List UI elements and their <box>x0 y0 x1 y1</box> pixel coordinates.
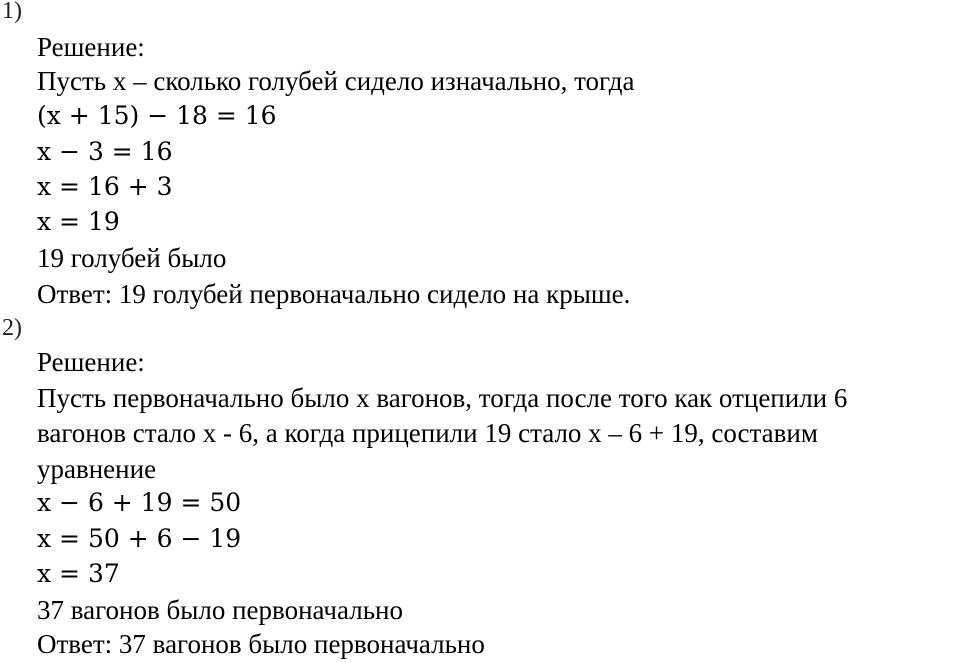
problem-2-answer: Ответ: 37 вагонов было первоначально <box>37 629 485 659</box>
problem-2-result: 37 вагонов было первоначально <box>37 595 403 625</box>
problem-1-equation-4: x = 19 <box>37 207 120 236</box>
problem-1-equation-3: x = 16 + 3 <box>37 172 173 201</box>
problem-2-equation-2: x = 50 + 6 − 19 <box>37 524 242 553</box>
problem-2-intro-line-3: уравнение <box>37 454 157 484</box>
problem-2-equation-3: x = 37 <box>37 559 120 588</box>
problem-1-intro: Пусть х – сколько голубей сидело изначально, тогда <box>37 66 635 96</box>
problem-1-heading: Решение: <box>37 32 145 62</box>
problem-1-answer: Ответ: 19 голубей первоначально сидело на крыше. <box>37 279 631 309</box>
problem-1-result: 19 голубей было <box>37 243 227 273</box>
problem-2-intro-line-1: Пусть первоначально было х вагонов, тогда после того как отцепили 6 <box>37 383 848 413</box>
problem-2-intro-line-2: вагонов стало х - 6, а когда прицепили 19 стало х – 6 + 19, составим <box>37 418 818 448</box>
problem-2-heading: Решение: <box>37 347 145 377</box>
problem-1-equation-1: (x + 15) − 18 = 16 <box>37 101 277 130</box>
problem-1-number: 1) <box>2 0 22 24</box>
problem-2-number: 2) <box>2 315 22 341</box>
problem-2-equation-1: x − 6 + 19 = 50 <box>37 488 242 517</box>
problem-1-equation-2: x − 3 = 16 <box>37 137 173 166</box>
